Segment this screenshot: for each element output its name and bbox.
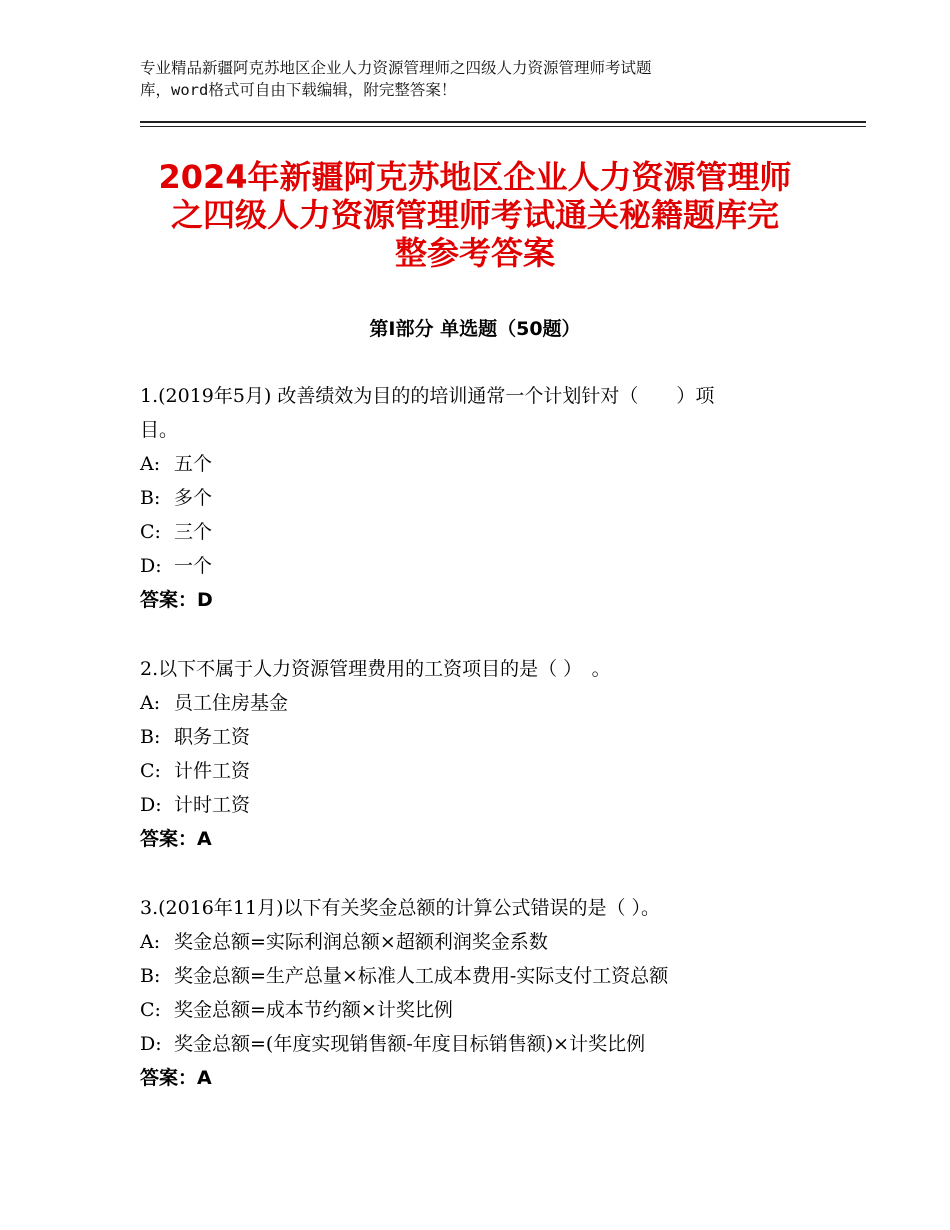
option-text: 一个	[174, 555, 213, 577]
option-a	[140, 686, 820, 720]
header-divider-thin	[140, 126, 866, 127]
option-text: 计时工资	[174, 794, 251, 816]
option-text: 三个	[174, 521, 213, 543]
document-title	[120, 158, 830, 272]
question-stem-continued: 目。	[140, 419, 179, 441]
answer: 答案：A	[140, 1067, 212, 1089]
title-line-2: 之四级人力资源管理师考试通关秘籍题库完	[170, 196, 779, 234]
option-a	[140, 447, 820, 481]
header-line-1: 专业精品新疆阿克苏地区企业人力资源管理师之四级人力资源管理师考试题	[140, 59, 652, 77]
question-1	[140, 379, 820, 617]
title-line-1: 2024年新疆阿克苏地区企业人力资源管理师	[158, 158, 792, 196]
option-c	[140, 515, 820, 549]
answer: 答案：A	[140, 828, 212, 850]
question-stem: 3.(2016年11月)以下有关奖金总额的计算公式错误的是（ ）。	[140, 897, 661, 919]
option-d	[140, 1027, 820, 1061]
header-divider-thick	[140, 121, 866, 123]
title-line-3: 整参考答案	[394, 234, 555, 272]
option-label: D:	[140, 555, 162, 577]
header-line-2: 库，word格式可自由下载编辑，附完整答案！	[140, 81, 457, 99]
section-title: 第Ⅰ部分 单选题（50题）	[369, 318, 581, 340]
option-label: A:	[140, 453, 161, 475]
option-b	[140, 720, 820, 754]
option-text: 奖金总额=生产总量×标准人工成本费用-实际支付工资总额	[174, 965, 669, 987]
option-b	[140, 959, 820, 993]
option-b	[140, 481, 820, 515]
option-label: A:	[140, 931, 161, 953]
question-2	[140, 652, 820, 856]
option-label: D:	[140, 1033, 162, 1055]
option-label: C:	[140, 760, 161, 782]
option-text: 多个	[174, 487, 213, 509]
option-label: A:	[140, 692, 161, 714]
option-text: 奖金总额=实际利润总额×超额利润奖金系数	[174, 931, 548, 953]
option-text: 五个	[174, 453, 213, 475]
option-text: 奖金总额=(年度实现销售额-年度目标销售额)×计奖比例	[174, 1033, 646, 1055]
option-d	[140, 549, 820, 583]
option-c	[140, 993, 820, 1027]
option-c	[140, 754, 820, 788]
option-text: 计件工资	[174, 760, 251, 782]
option-d	[140, 788, 820, 822]
option-text: 员工住房基金	[174, 692, 289, 714]
option-label: B:	[140, 965, 161, 987]
option-a	[140, 925, 820, 959]
option-label: D:	[140, 794, 162, 816]
option-label: C:	[140, 999, 161, 1021]
question-3	[140, 891, 820, 1095]
answer: 答案：D	[140, 589, 213, 611]
option-label: B:	[140, 726, 161, 748]
question-stem: 2.以下不属于人力资源管理费用的工资项目的是（ ） 。	[140, 658, 611, 680]
option-label: B:	[140, 487, 161, 509]
option-label: C:	[140, 521, 161, 543]
document-header	[140, 57, 770, 101]
option-text: 职务工资	[174, 726, 251, 748]
question-stem: 1.(2019年5月) 改善绩效为目的的培训通常一个计划针对（ ）项	[140, 385, 715, 407]
option-text: 奖金总额=成本节约额×计奖比例	[174, 999, 453, 1021]
